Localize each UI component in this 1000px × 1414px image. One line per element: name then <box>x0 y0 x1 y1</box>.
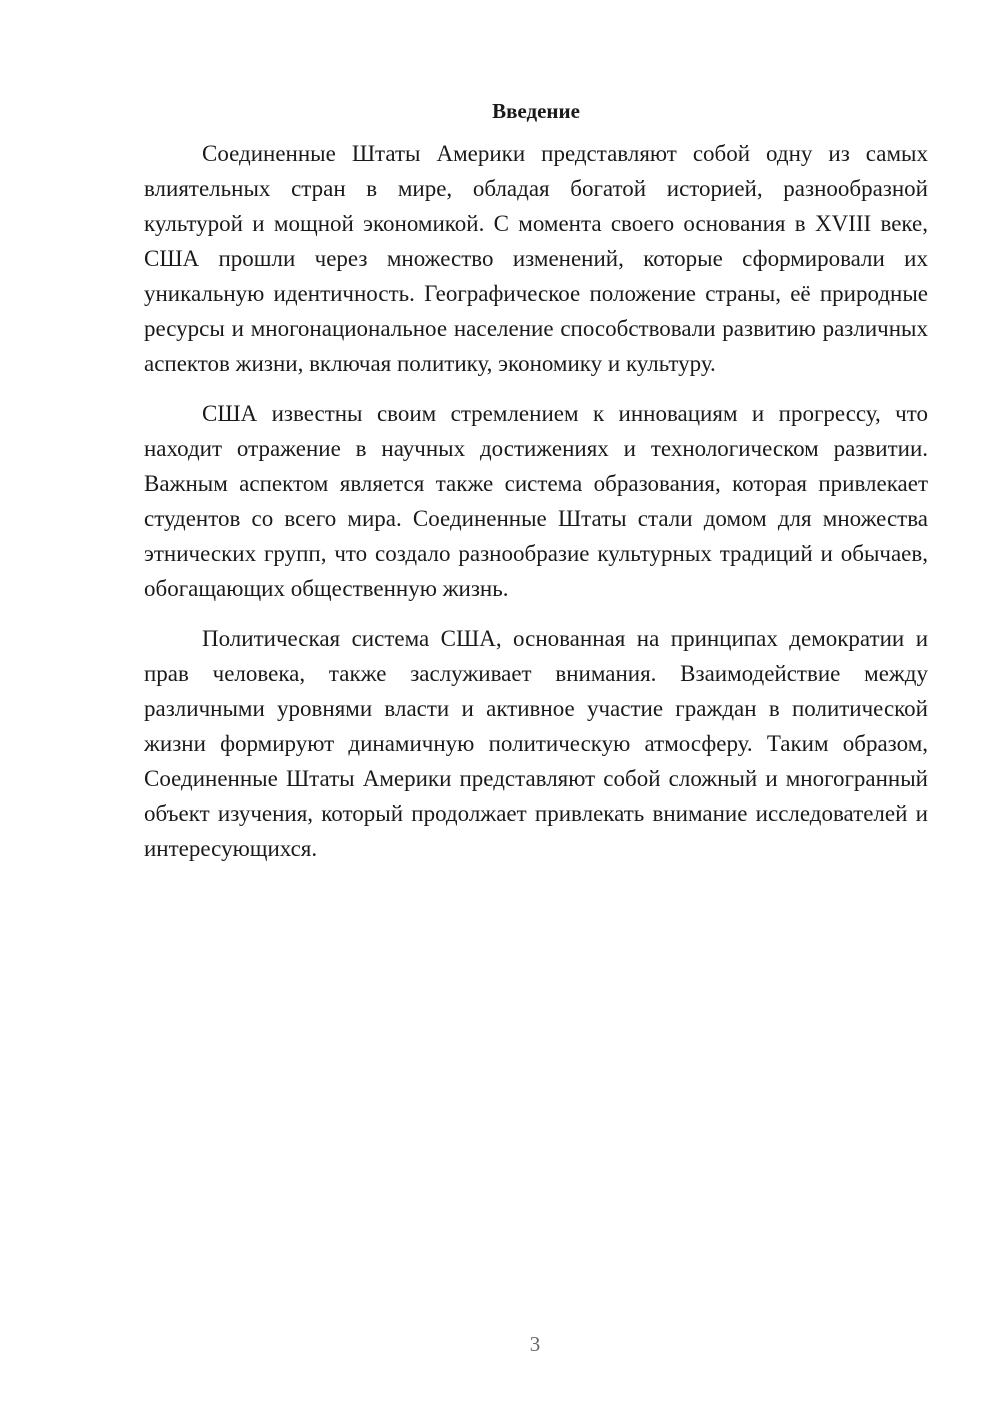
document-body <box>144 96 928 881</box>
page-number: 3 <box>529 1332 541 1356</box>
paragraph-1: Соединенные Штаты Америки представляют собой одну из самых влиятельных стран в мире, обладая богатой историей, разнообразной культурой и мощной экономикой. С момента своего основания в XVIII веке, США прошли через множество изменений, которые сформировали их уникальную идентичность. Географическое положение страны, её природные ресурсы и многонациональное население способствовали развитию различных аспектов жизни, включая политику, экономику и культуру. <box>144 141 928 376</box>
page-title: Введение <box>492 99 580 123</box>
paragraph-2: США известны своим стремлением к инновациям и прогрессу, что находит отражение в научных достижениях и технологическом развитии. Важным аспектом является также система образования, которая привлекает студентов со всего мира. Соединенные Штаты стали домом для множества этнических групп, что создало разнообразие культурных традиций и обычаев, обогащающих общественную жизнь. <box>144 401 928 601</box>
paragraph-3: Политическая система США, основанная на принципах демократии и прав человека, также заслуживает внимания. Взаимодействие между различными уровнями власти и активное участие граждан в политической жизни формируют динамичную политическую атмосферу. Таким образом, Соединенные Штаты Америки представляют собой сложный и многогранный объект изучения, который продолжает привлекать внимание исследователей и интересующихся. <box>144 626 928 861</box>
